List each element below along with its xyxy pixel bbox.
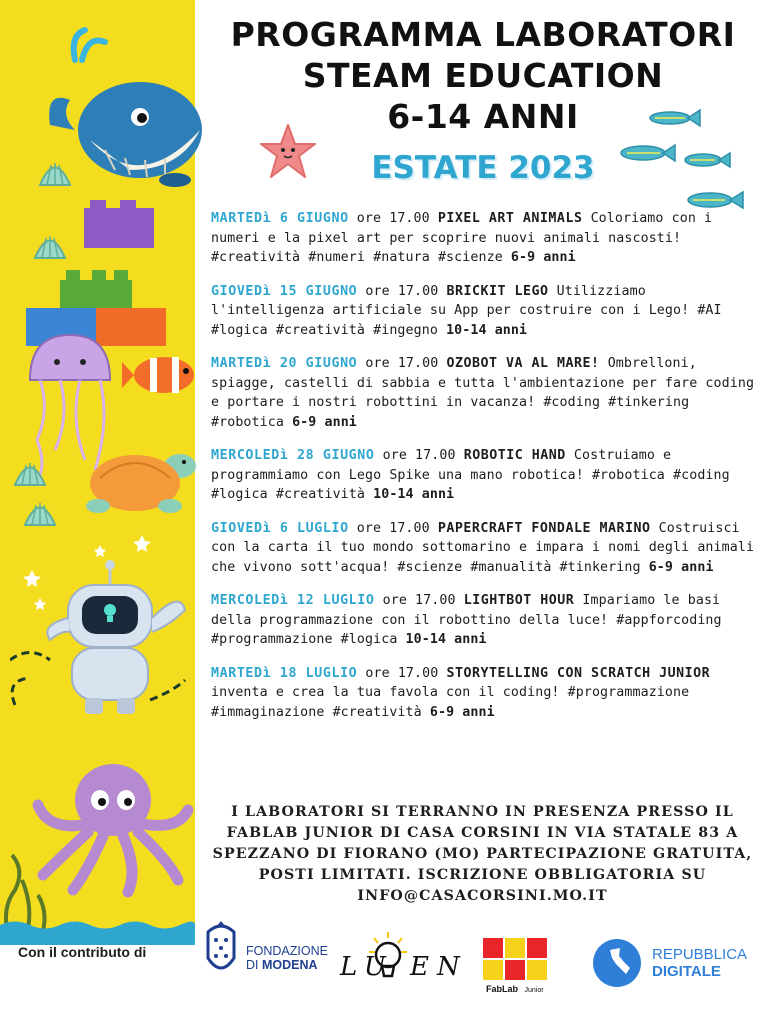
page-title: [198, 14, 768, 137]
event-date: MARTEDì 20 GIUGNO: [211, 356, 358, 371]
event-date: GIOVEDì 15 GIUGNO: [211, 283, 358, 299]
turtle-icon: [80, 438, 200, 518]
event-time: ore 17.00: [382, 593, 456, 608]
robot-icon: [10, 530, 200, 730]
shell-icon: [10, 455, 50, 490]
event-age: 6-9 anni: [292, 414, 357, 430]
event-date: MERCOLEDì 28 GIUGNO: [211, 448, 375, 463]
event-date: GIOVEDì 6 LUGLIO: [211, 520, 349, 536]
event-description: inventa e crea la tua favola con il coding! #programmazione #immaginazione #creatività: [211, 685, 690, 720]
event-age: 6-9 anni: [510, 250, 576, 265]
event-description: Impariamo le basi della programmazione con il robottino della luce! #appforcoding #programmazione #logica: [211, 593, 722, 647]
fablab-junior-logo: [483, 938, 549, 982]
event-description: Costruiamo e programmiamo con Lego Spike una mano robotica! #robotica #coding #logica #creatività: [211, 448, 730, 502]
event-age: 10-14 anni: [373, 487, 455, 502]
event-name: PAPERCRAFT FONDALE MARINO: [437, 520, 651, 536]
shell-icon: [35, 155, 75, 190]
event-item: [211, 446, 759, 505]
event-name: OZOBOT VA AL MARE!: [446, 356, 600, 371]
event-name: STORYTELLING CON SCRATCH JUNIOR: [446, 665, 711, 681]
event-time: ore 17.00: [365, 356, 439, 371]
title-line: STEAM EDUCATION: [302, 56, 664, 95]
shell-icon: [30, 228, 70, 263]
event-description: Coloriamo con i numeri e la pixel art per scoprire nuovi animali nascosti! #creatività #numeri #natura #scienze: [211, 211, 713, 265]
event-time: ore 17.00: [356, 211, 430, 226]
fondazione-modena-logo: [200, 918, 242, 980]
event-time: ore 17.00: [365, 283, 439, 299]
event-description: Ombrelloni, spiagge, castelli di sabbia e tutta l'ambientazione per fare coding e portare i nostri robottini in vacanza! #coding #tinkering #robotica: [211, 356, 755, 430]
fablab-junior-name: FabLab Junior: [486, 984, 544, 994]
event-item: [211, 282, 759, 341]
fondazione-modena-name: FONDAZIONE DI MODENA: [246, 944, 328, 972]
event-item: [211, 519, 759, 578]
event-time: ore 17.00: [356, 520, 430, 536]
event-name: BRICKIT LEGO: [446, 283, 549, 299]
event-name: PIXEL ART ANIMALS: [437, 211, 583, 226]
event-item: [211, 591, 759, 650]
event-date: MERCOLEDì 12 LUGLIO: [211, 593, 375, 608]
event-age: 10-14 anni: [405, 632, 487, 647]
lego-brick-icon: [20, 198, 170, 348]
event-time: ore 17.00: [365, 665, 439, 681]
event-item: [211, 209, 759, 268]
event-list: [211, 209, 759, 736]
event-age: 6-9 anni: [648, 559, 714, 575]
seaweed-icon: [0, 850, 195, 945]
event-description: Utilizziamo l'intelligenza artificiale su App per costruire con i Lego! #AI #logica #creatività #ingegno: [211, 283, 722, 338]
event-name: ROBOTIC HAND: [463, 448, 566, 463]
luen-logo: LU EN: [340, 952, 468, 982]
event-item: [211, 664, 759, 723]
event-description: Costruisci con la carta il tuo mondo sottomarino e impara i nomi degli animali che vivono sott'acqua! #scienze #manualità #tinkering: [211, 520, 755, 575]
event-date: MARTEDì 18 LUGLIO: [211, 665, 358, 681]
clownfish-icon: [122, 350, 202, 400]
event-age: 10-14 anni: [446, 322, 528, 338]
event-item: [211, 354, 759, 432]
venue-info: I LABORATORI SI TERRANNO IN PRESENZA PRESSO IL FABLAB JUNIOR DI CASA CORSINI IN VIA STATALE 83 A SPEZZANO DI FIORANO (MO) PARTECIPAZIONE GRATUITA, POSTI LIMITATI. ISCRIZIONE OBBLIGATORIA SU INFO@CASACORSINI.MO.IT: [212, 804, 753, 904]
season-subtitle: ESTATE 2023: [371, 150, 595, 186]
title-line: 6-14 ANNI: [387, 97, 579, 136]
event-age: 6-9 anni: [429, 704, 495, 720]
event-date: MARTEDì 6 GIUGNO: [211, 211, 349, 226]
event-time: ore 17.00: [382, 448, 456, 463]
italy-map-icon: [592, 938, 642, 988]
event-name: LIGHTBOT HOUR: [463, 593, 575, 608]
repubblica-digitale-name: REPUBBLICA DIGITALE: [652, 946, 748, 980]
title-line: PROGRAMMA LABORATORI: [230, 15, 736, 54]
sponsors-label: Con il contributo di: [18, 944, 147, 960]
shell-icon: [20, 495, 60, 530]
